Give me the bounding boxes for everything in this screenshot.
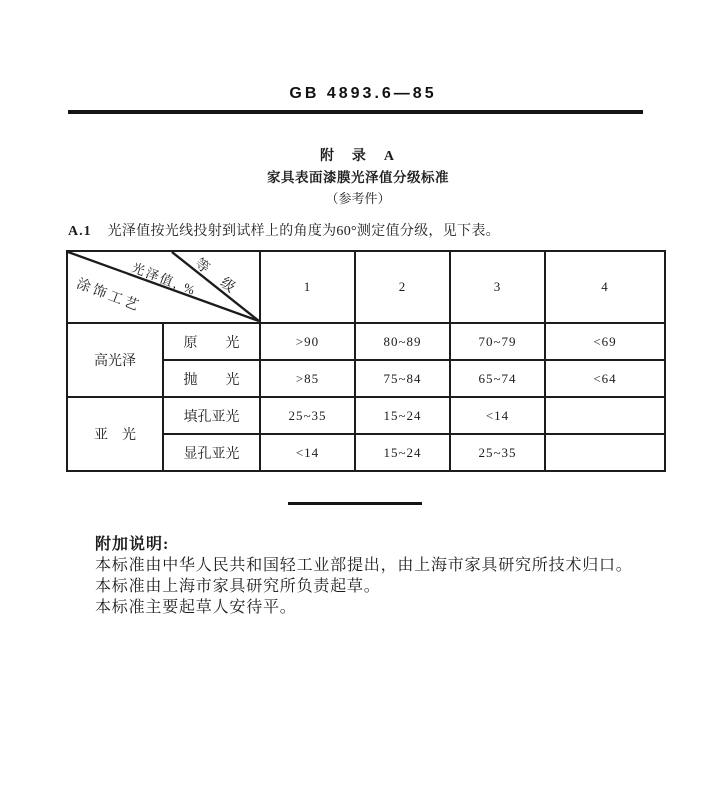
group-label-cell: 高光泽	[67, 323, 163, 397]
gloss-classification-table	[66, 250, 666, 472]
process-cell: 显孔亚光	[163, 434, 260, 471]
grade-column-header: 4	[545, 251, 665, 323]
process-cell: 原 光	[163, 323, 260, 360]
value-cell: <69	[545, 323, 665, 360]
appendix-title: 附 录 A	[319, 149, 397, 164]
clause-label: A.1	[68, 224, 92, 239]
value-cell: >85	[260, 360, 355, 397]
value-cell: <64	[545, 360, 665, 397]
value-cell: 75~84	[355, 360, 450, 397]
grade-column-header: 1	[260, 251, 355, 323]
value-cell	[545, 434, 665, 471]
value-cell: <14	[450, 397, 545, 434]
appendix-subtitle: 家具表面漆膜光泽值分级标准	[267, 170, 449, 185]
value-cell: 80~89	[355, 323, 450, 360]
notes-title: 附加说明:	[95, 536, 170, 553]
grade-column-header: 3	[450, 251, 545, 323]
clause-a1	[68, 220, 500, 240]
value-cell: <14	[260, 434, 355, 471]
process-cell: 填孔亚光	[163, 397, 260, 434]
value-cell: 25~35	[260, 397, 355, 434]
clause-text: 光泽值按光线投射到试样上的角度为60°测定值分级，见下表。	[107, 224, 500, 239]
note-line: 本标准由中华人民共和国轻工业部提出，由上海市家具研究所技术归口。	[95, 557, 633, 574]
diagonal-corner-cell	[67, 251, 260, 323]
note-line: 本标准由上海市家具研究所负责起草。	[95, 578, 381, 595]
title-block	[0, 146, 716, 209]
table-row	[67, 323, 665, 360]
corner-label-coating-process: 涂饰工艺	[74, 276, 144, 316]
process-cell: 抛 光	[163, 360, 260, 397]
value-cell: 65~74	[450, 360, 545, 397]
corner-label-grade: 等 级	[191, 256, 239, 298]
appendix-note: （参考件）	[325, 191, 391, 206]
note-line: 本标准主要起草人安待平。	[95, 599, 297, 616]
value-cell: 25~35	[450, 434, 545, 471]
header-rule	[68, 110, 643, 114]
standard-number: GB 4893.6—85	[289, 85, 437, 102]
additional-notes	[95, 534, 675, 618]
footer-separator-rule	[288, 502, 422, 505]
grade-column-header: 2	[355, 251, 450, 323]
table-row	[67, 397, 665, 434]
value-cell: 15~24	[355, 397, 450, 434]
value-cell	[545, 397, 665, 434]
value-cell: 70~79	[450, 323, 545, 360]
corner-label-gloss-value: 光泽值, %	[129, 259, 199, 299]
value-cell: 15~24	[355, 434, 450, 471]
value-cell: >90	[260, 323, 355, 360]
group-label-cell: 亚 光	[67, 397, 163, 471]
